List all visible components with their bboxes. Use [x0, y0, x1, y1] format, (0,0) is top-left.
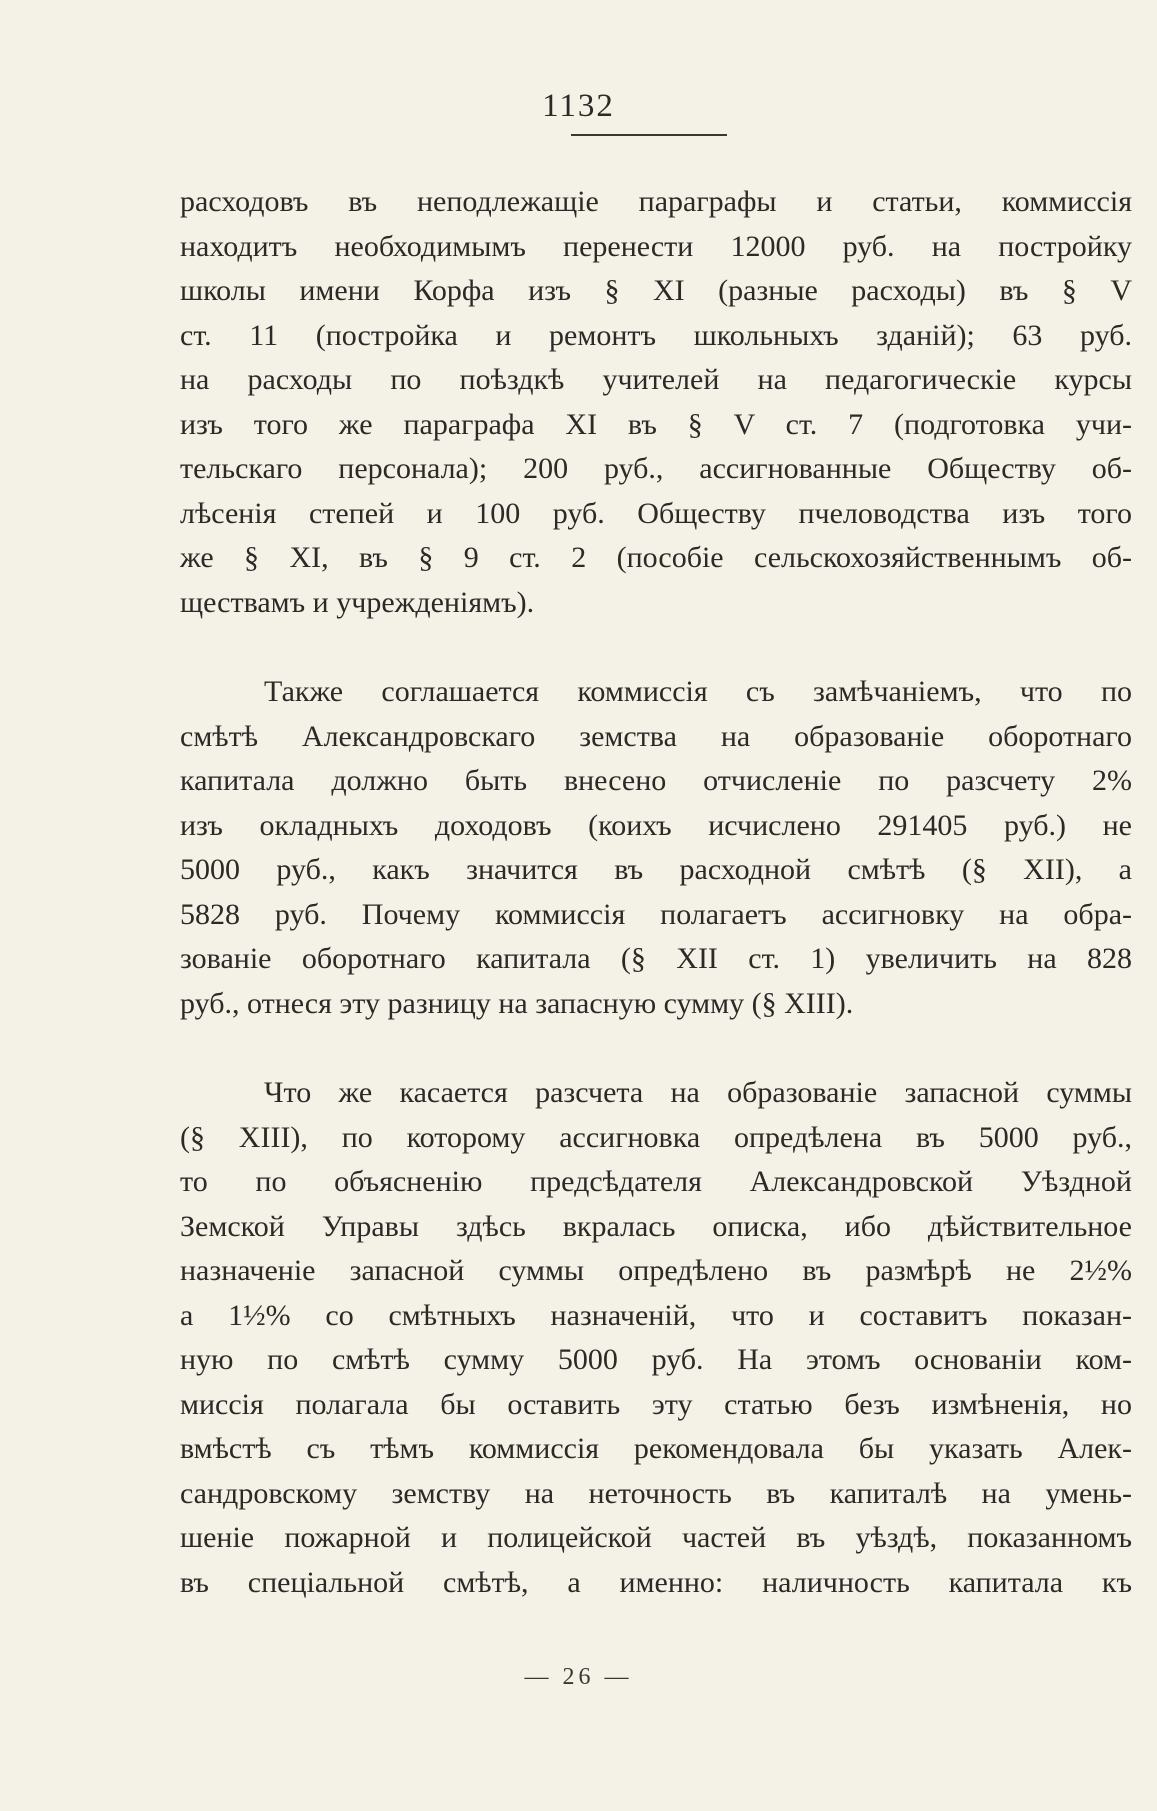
- text-line: а 1½% со смѣтныхъ назначеній, что и составитъ показан-: [180, 1298, 1132, 1332]
- text-line: вмѣстѣ съ тѣмъ коммиссія рекомендовала бы указать Алек-: [180, 1432, 1132, 1465]
- text-line: ст. 11 (постройка и ремонтъ школьныхъ зданій); 63 руб.: [180, 318, 1132, 352]
- paragraph-3: [180, 1071, 1132, 1605]
- text-line: 5000 руб., какъ значится въ расходной смѣтѣ (§ XII), а: [180, 853, 1132, 886]
- text-line: то по объясненію предсѣдателя Александровской Уѣздной: [180, 1165, 1132, 1198]
- text-line: назначеніе запасной суммы опредѣлено въ размѣрѣ не 2½%: [180, 1254, 1132, 1287]
- text-line: Земской Управы здѣсь вкралась описка, ибо дѣйствительное: [180, 1209, 1132, 1243]
- text-line: Также соглашается коммиссія съ замѣчаніемъ, что по: [264, 675, 1132, 708]
- text-line: школы имени Корфа изъ § XI (разные расходы) въ § V: [180, 274, 1132, 307]
- text-line: лѣсенія степей и 100 руб. Обществу пчеловодства изъ того: [180, 496, 1132, 530]
- text-line: расходовъ въ неподлежащіе параграфы и статьи, коммиссія: [180, 185, 1132, 218]
- paragraph-gap: [180, 625, 1132, 670]
- text-line: смѣтѣ Александровскаго земства на образованіе оборотнаго: [180, 719, 1132, 753]
- paragraph-1: [180, 180, 1132, 625]
- paragraph-gap: [180, 1026, 1132, 1071]
- text-line: на расходы по поѣздкѣ учителей на педагогическіе курсы: [180, 363, 1132, 396]
- text-line: тельскаго персонала); 200 руб., ассигнованные Обществу об-: [180, 452, 1132, 485]
- header-rule: [571, 134, 727, 136]
- text-line: ную по смѣтѣ сумму 5000 руб. На этомъ основаніи ком-: [180, 1343, 1132, 1376]
- text-line: въ спеціальной смѣтѣ, а именно: наличность капитала къ: [180, 1565, 1132, 1599]
- text-line: 5828 руб. Почему коммиссія полагаетъ ассигновку на обра-: [180, 897, 1132, 931]
- text-line: изъ того же параграфа XI въ § V ст. 7 (подготовка учи-: [180, 407, 1132, 441]
- text-line: шеніе пожарной и полицейской частей въ уѣздѣ, показанномъ: [180, 1521, 1132, 1554]
- paragraph-2: [180, 670, 1132, 1026]
- text-line: находитъ необходимымъ перенести 12000 руб. на постройку: [180, 229, 1132, 263]
- printer-signature: — 26 —: [524, 1664, 633, 1690]
- page-number: 1132: [542, 88, 615, 124]
- text-line: капитала должно быть внесено отчисленіе по разсчету 2%: [180, 764, 1132, 797]
- text-line: же § XI, въ § 9 ст. 2 (пособіе сельскохозяйственнымъ об-: [180, 541, 1132, 574]
- body-text: [180, 180, 1132, 1605]
- text-line: зованіе оборотнаго капитала (§ XII ст. 1) увеличить на 828: [180, 942, 1132, 975]
- text-line: ществамъ и учрежденіямъ).: [180, 585, 535, 619]
- text-line: сандровскому земству на неточность въ капиталѣ на умень-: [180, 1476, 1132, 1510]
- text-line: руб., отнеся эту разницу на запасную сумму (§ XIII).: [180, 986, 854, 1020]
- text-line: (§ XIII), по которому ассигновка опредѣлена въ 5000 руб.,: [180, 1120, 1132, 1154]
- text-line: Что же касается разсчета на образованіе запасной суммы: [264, 1076, 1132, 1109]
- text-line: миссія полагала бы оставить эту статью безъ измѣненія, но: [180, 1387, 1132, 1421]
- text-line: изъ окладныхъ доходовъ (коихъ исчислено 291405 руб.) не: [180, 808, 1132, 842]
